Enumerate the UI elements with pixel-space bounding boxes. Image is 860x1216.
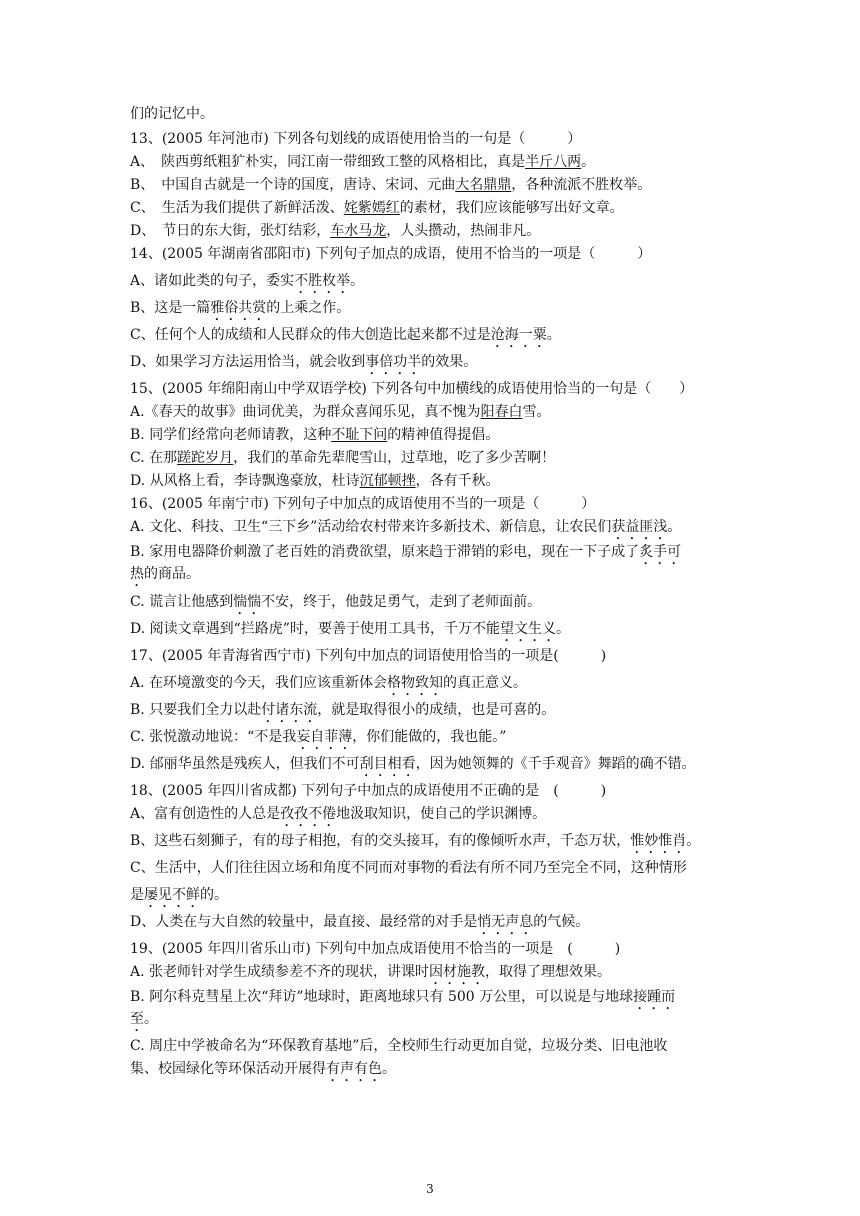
text-segment: 16、(2005 年南宁市) 下列句子中加点的成语使用不当的一项是（ ） xyxy=(130,496,596,512)
dotted-idiom: 不胜枚举 xyxy=(294,273,351,289)
text-segment: ，各种流派不胜枚举。 xyxy=(511,177,652,193)
text-segment: ，取得了理想效果。 xyxy=(485,964,612,980)
dotted-idiom: 沧海一粟 xyxy=(490,327,547,343)
text-segment: C、任何个人的成绩和人民群众的伟大创造比起来都不过是 xyxy=(130,327,491,343)
text-line xyxy=(130,563,760,590)
text-line xyxy=(130,1035,760,1057)
text-segment: B. 只要我们全力以赴 xyxy=(130,702,262,718)
text-segment: C. 张悦激动地说：“不是我 xyxy=(130,729,297,745)
text-segment: A、诸如此类的句子，委实 xyxy=(130,273,295,289)
text-line xyxy=(130,516,760,543)
text-line xyxy=(130,243,760,265)
text-segment: 。 xyxy=(546,327,561,343)
text-segment: 。 xyxy=(555,621,570,637)
text-line xyxy=(130,493,760,515)
text-line xyxy=(130,447,760,469)
text-line xyxy=(130,780,760,802)
dotted-idiom: 望文生义 xyxy=(499,621,556,637)
text-segment: C. 谎言让他感到 xyxy=(130,594,234,610)
underlined-idiom: 沉郁顿挫 xyxy=(359,473,416,489)
text-segment: 。 xyxy=(382,1061,396,1077)
text-segment: ，各有千秋。 xyxy=(415,473,500,489)
text-line xyxy=(130,672,760,699)
text-line xyxy=(130,378,760,400)
text-line xyxy=(130,618,760,645)
text-segment: 。 xyxy=(144,1011,158,1027)
text-segment: 。 xyxy=(667,519,682,535)
text-segment: C. 在那 xyxy=(130,450,178,466)
text-segment: 雪。 xyxy=(522,404,551,420)
text-segment: 17、(2005 年青海省西宁市) 下列句中加点的词语使用恰当的一项是( ) xyxy=(130,648,607,664)
text-segment: 地汲取知识，使自己的学识渊博。 xyxy=(336,806,547,822)
dotted-idiom: 惴惴 xyxy=(233,594,262,610)
dotted-idiom: 至 xyxy=(130,1011,144,1027)
dotted-idiom: 惟妙惟肖 xyxy=(630,833,687,849)
text-line xyxy=(130,1058,760,1085)
dotted-idiom: 接踵而 xyxy=(633,989,676,1005)
text-line xyxy=(130,830,760,857)
dotted-idiom: 雅俗共赏 xyxy=(210,300,267,316)
text-segment: A. 张老师针对学生成绩参差不齐的现状，讲课时 xyxy=(130,964,430,980)
dotted-idiom: 炙手可 xyxy=(639,544,682,560)
text-segment: A、富有创造性的人总是 xyxy=(130,806,281,822)
text-segment: 的精神值得提倡。 xyxy=(387,427,500,443)
text-segment: 的。 xyxy=(200,887,228,903)
text-segment: 。 xyxy=(581,154,596,170)
text-segment: 是 xyxy=(130,887,144,903)
dotted-idiom: 因材施教 xyxy=(429,964,486,980)
text-segment: B. 家用电器降价刺激了老百姓的消费欲望，原来趋于滞销的彩电，现在一下子成了 xyxy=(130,544,640,560)
text-segment: B、这些石刻狮子，有的母子相抱，有的交头接耳，有的像倾听水声，千态万状， xyxy=(130,833,631,849)
text-segment: C、生活中，人们往往因立场和角度不同而对事物的看法有所不同乃至完全不同，这种情形 xyxy=(130,860,687,876)
text-line xyxy=(130,424,760,446)
text-segment: C. 周庄中学被命名为“环保教育基地”后，全校师生行动更加自觉，垃圾分类、旧电池收 xyxy=(130,1038,668,1054)
text-line xyxy=(130,174,760,196)
dotted-idiom: 格物致知 xyxy=(387,675,444,691)
underlined-idiom: 半斤八两 xyxy=(525,154,582,170)
text-line xyxy=(130,857,760,879)
text-line xyxy=(130,591,760,618)
underlined-idiom: 不耻下问 xyxy=(331,427,388,443)
text-segment: A.《春天的故事》曲词优美，为群众喜闻乐见，真不愧为 xyxy=(130,404,481,420)
dotted-idiom: 付诸东流 xyxy=(261,702,318,718)
dotted-idiom: 悄无声息 xyxy=(477,914,534,930)
text-segment: C、 生活为我们提供了新鲜活泼、 xyxy=(130,200,344,216)
text-line xyxy=(130,645,760,667)
text-line xyxy=(130,961,760,988)
text-segment: B、这是一篇 xyxy=(130,300,211,316)
text-segment: 14、(2005 年湖南省邵阳市) 下列句子加点的成语，使用不恰当的一项是（ ） xyxy=(130,246,652,262)
underlined-idiom: 阳春白 xyxy=(480,404,523,420)
page-number: 3 xyxy=(426,1182,434,1196)
text-line xyxy=(130,470,760,492)
dotted-idiom: 孜孜不倦 xyxy=(280,806,337,822)
text-segment: B. 阿尔科克彗星上次“拜访”地球时，距离地球只有 500 万公里，可以说是与地球 xyxy=(130,989,634,1005)
text-segment: 们的记忆中。 xyxy=(130,106,214,122)
text-segment: 的效果。 xyxy=(421,354,478,370)
underlined-idiom: 蹉跎岁月 xyxy=(177,450,234,466)
text-line xyxy=(130,103,760,125)
underlined-idiom: 车水马龙 xyxy=(330,223,387,239)
text-segment: D、 节日的东大街，张灯结彩， xyxy=(130,223,331,239)
text-line xyxy=(130,220,760,242)
text-line xyxy=(130,151,760,173)
text-segment: D. 阅读文章遇到“拦路虎”时，要善于使用工具书，千万不能 xyxy=(130,621,500,637)
text-line xyxy=(130,197,760,219)
text-segment: A. 文化、科技、卫生“三下乡”活动给农村带来许多新技术、新信息，让农民们 xyxy=(130,519,612,535)
text-segment: B. 同学们经常向老师请教，这种 xyxy=(130,427,332,443)
dotted-idiom: 屡见不鲜 xyxy=(144,887,200,903)
text-line xyxy=(130,128,760,150)
dotted-idiom: 热 xyxy=(130,566,144,582)
underlined-idiom: 大名鼎鼎 xyxy=(455,177,512,193)
text-segment: 不安，终于，他鼓足勇气，走到了老师面前。 xyxy=(261,594,542,610)
dotted-idiom: 刮目相看 xyxy=(359,756,416,772)
text-segment: D. 从风格上看，李诗飘逸豪放，杜诗 xyxy=(130,473,360,489)
text-line xyxy=(130,753,760,780)
text-segment: 。 xyxy=(686,833,701,849)
text-segment: 的气候。 xyxy=(533,914,590,930)
underlined-idiom: 姹紫嫣红 xyxy=(343,200,400,216)
text-segment: 的真正意义。 xyxy=(443,675,528,691)
text-segment: 的商品。 xyxy=(144,566,200,582)
dotted-idiom: 获益匪浅 xyxy=(611,519,668,535)
text-segment: ，人头攒动，热闹非凡。 xyxy=(386,223,541,239)
text-line xyxy=(130,270,760,297)
text-line xyxy=(130,699,760,726)
text-segment: D. 邰丽华虽然是残疾人，但我们不可 xyxy=(130,756,360,772)
text-line xyxy=(130,1008,760,1035)
text-line xyxy=(130,324,760,351)
text-line xyxy=(130,401,760,423)
text-segment: 集、校园绿化等环保活动开展得 xyxy=(130,1061,326,1077)
text-segment: 的上乘之作。 xyxy=(266,300,351,316)
text-line xyxy=(130,911,760,938)
text-segment: 15、(2005 年绵阳南山中学双语学校) 下列各句中加横线的成语使用恰当的一句是（ ） xyxy=(130,381,694,397)
text-segment: 的素材，我们应该能够写出好文章。 xyxy=(399,200,624,216)
text-segment: 19、(2005 年四川省乐山市) 下列句中加点成语使用不恰当的一项是 ( ) xyxy=(130,941,621,957)
text-segment: D、如果学习方法运用恰当，就会收到 xyxy=(130,354,366,370)
text-line xyxy=(130,884,760,911)
text-line xyxy=(130,938,760,960)
text-segment: 13、(2005 年河池市) 下列各句划线的成语使用恰当的一句是（ ） xyxy=(130,131,582,147)
text-segment: ，你们能做的，我也能。” xyxy=(352,729,507,745)
text-segment: ，就是取得很小的成绩，也是可喜的。 xyxy=(317,702,556,718)
text-segment: B、 中国自古就是一个诗的国度，唐诗、宋词、元曲 xyxy=(130,177,456,193)
text-segment: ，因为她领舞的《千手观音》舞蹈的确不错。 xyxy=(415,756,696,772)
text-line xyxy=(130,803,760,830)
text-segment: A. 在环境激变的今天，我们应该重新体会 xyxy=(130,675,388,691)
text-segment: 18、(2005 年四川省成都) 下列句子中加点的成语使用不正确的是 ( ) xyxy=(130,783,607,799)
text-line xyxy=(130,351,760,378)
dotted-idiom: 事倍功半 xyxy=(365,354,422,370)
text-segment: ，我们的革命先辈爬雪山，过草地，吃了多少苦啊！ xyxy=(233,450,556,466)
text-line xyxy=(130,297,760,324)
text-segment: A、 陕西剪纸粗犷朴实，同江南一带细致工整的风格相比，真是 xyxy=(130,154,526,170)
text-segment: D、人类在与大自然的较量中，最直接、最经常的对手是 xyxy=(130,914,478,930)
dotted-idiom: 妄自菲薄 xyxy=(296,729,353,745)
dotted-idiom: 有声有色 xyxy=(326,1061,382,1077)
text-line xyxy=(130,726,760,753)
text-segment: 。 xyxy=(350,273,365,289)
